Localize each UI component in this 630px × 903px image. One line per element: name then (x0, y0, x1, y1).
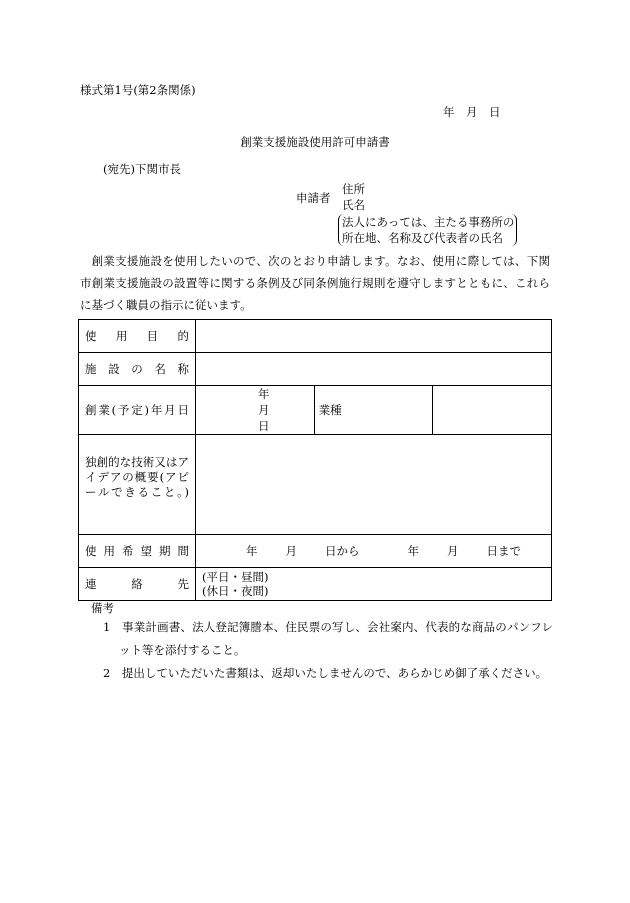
period-to-year-unit: 年 (407, 544, 419, 558)
application-table (78, 319, 552, 601)
notes-title: 備考 (91, 601, 114, 615)
facility-label-cell (79, 353, 196, 386)
founding-month-unit: 月 (258, 403, 270, 417)
founding-date-label: 創業(予定)年月日 (85, 403, 189, 417)
contact-label-cell (79, 568, 196, 601)
addressee: (宛先)下関市長 (103, 162, 181, 176)
period-from-year-unit: 年 (246, 544, 258, 558)
facility-label: 施設の名称 (85, 362, 189, 376)
founding-date-label-cell (79, 386, 196, 435)
table-row (79, 386, 552, 435)
period-to-day-unit: 日まで (486, 544, 521, 558)
purpose-label-cell (79, 320, 196, 353)
founding-year-unit: 年 (258, 387, 270, 401)
applicant-label: 申請者 (296, 191, 331, 205)
note-item: 2 提出していただいた書類は、返却いたしませんので、あらかじめ御了承ください。 (103, 666, 548, 680)
application-statement: 創業支援施設を使用したいので、次のとおり申請します。なお、使用に際しては、下関市創業支援施設の設置等に関する条例及び同条例施行規則を遵守しますとともに、これらに基づく職員の指示に従います。 (80, 254, 550, 312)
document-title: 創業支援施設使用許可申請書 (240, 135, 390, 149)
founding-day-unit: 日 (258, 419, 270, 433)
industry-value-cell[interactable] (433, 386, 552, 435)
corporation-note-line-1: 法人にあっては、主たる事務所の (342, 215, 515, 229)
facility-value-cell[interactable] (196, 353, 552, 386)
contact-holiday-label: (休日・夜間) (202, 584, 269, 598)
period-to-month-unit: 月 (447, 544, 459, 558)
idea-value-cell[interactable] (196, 435, 552, 535)
date-line: 年 月 日 (443, 105, 501, 119)
contact-value-cell[interactable] (196, 568, 552, 601)
period-label: 使用希望期間 (85, 544, 189, 558)
form-number: 様式第1号(第2条関係) (80, 83, 196, 97)
contact-label: 連絡先 (85, 577, 189, 591)
founding-date-value-cell[interactable] (196, 386, 315, 435)
table-row (79, 568, 552, 601)
table-row (79, 435, 552, 535)
corporation-note (338, 214, 517, 246)
contact-weekday-label: (平日・昼間) (202, 570, 269, 584)
name-label: 氏名 (342, 198, 365, 212)
idea-label-cell (79, 435, 196, 535)
idea-label: 独創的な技術又はアイデアの概要(アピールできること。) (85, 455, 189, 499)
period-from-month-unit: 月 (285, 544, 297, 558)
industry-label-cell (314, 386, 433, 435)
address-label: 住所 (342, 182, 365, 196)
purpose-value-cell[interactable] (196, 320, 552, 353)
period-label-cell (79, 535, 196, 568)
table-row (79, 353, 552, 386)
note-item: 1 事業計画書、法人登記簿謄本、住民票の写し、会社案内、代表的な商品のパンフレット等を添付すること。 (103, 620, 553, 657)
table-row (79, 535, 552, 568)
purpose-label: 使用目的 (85, 329, 189, 343)
table-row (79, 320, 552, 353)
period-value-cell[interactable] (196, 535, 552, 568)
period-from-day-unit: 日から (325, 544, 360, 558)
industry-label: 業種 (318, 403, 342, 417)
corporation-note-line-2: 所在地、名称及び代表者の氏名 (342, 231, 503, 245)
